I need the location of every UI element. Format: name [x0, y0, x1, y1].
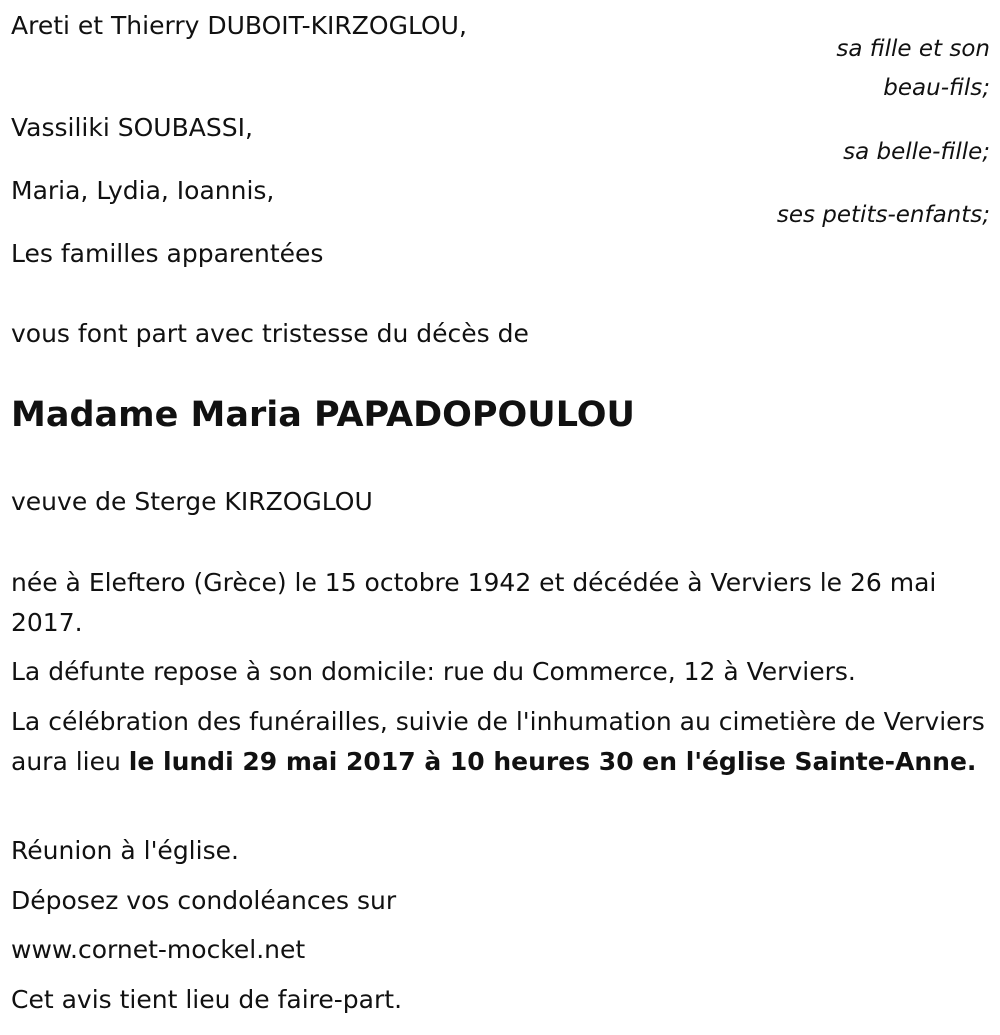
ceremony-text: [11, 702, 993, 782]
family-member-1: Areti et Thierry DUBOIT-KIRZOGLOU,: [11, 11, 467, 40]
ceremony-date-location: le lundi 29 mai 2017 à 10 heures 30 en l'église Sainte-Anne.: [128, 747, 977, 776]
relation-1a: sa fille et son: [836, 36, 990, 62]
notice-text: Cet avis tient lieu de faire-part.: [11, 985, 403, 1014]
relation-3: ses petits-enfants;: [776, 202, 990, 228]
family-member-2: Vassiliki SOUBASSI,: [11, 113, 253, 142]
birth-death-text: née à Eleftero (Grèce) le 15 octobre 1942 et décédée à Verviers le 26 mai 2017.: [11, 568, 937, 637]
rest-location-text: La défunte repose à son domicile: rue du Commerce, 12 à Verviers.: [11, 657, 856, 686]
condolences-text: Déposez vos condoléances sur: [11, 886, 397, 915]
relation-1b: beau-fils;: [883, 75, 990, 101]
website-link[interactable]: www.cornet-mockel.net: [11, 935, 306, 964]
family-member-4: Les familles apparentées: [11, 239, 324, 268]
meeting-text: Réunion à l'église.: [11, 836, 239, 865]
announcement: vous font part avec tristesse du décès de: [11, 319, 529, 348]
family-member-3: Maria, Lydia, Ioannis,: [11, 176, 275, 205]
ceremony-intro: La célébration des funérailles, suivie de l'inhumation au cimetière de Verviers aura lieu: [11, 707, 985, 776]
relation-2: sa belle-fille;: [843, 139, 990, 165]
deceased-name: Madame Maria PAPADOPOULOU: [11, 395, 635, 435]
widow-of: veuve de Sterge KIRZOGLOU: [11, 487, 373, 516]
